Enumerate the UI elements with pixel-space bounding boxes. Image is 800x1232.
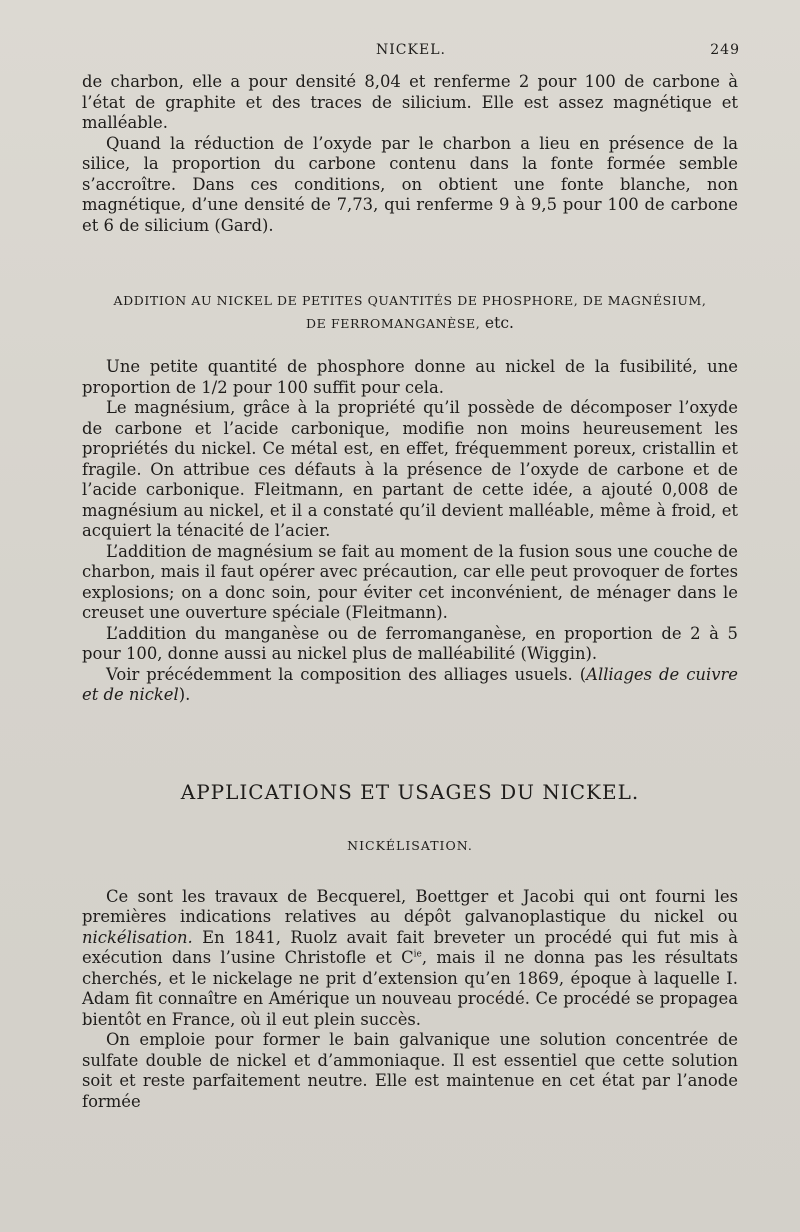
page-body: [82, 72, 738, 1112]
section-heading-line2: DE FERROMANGANÈSE, etc.: [306, 314, 514, 332]
paragraph-nickelisation: Ce sont les travaux de Becquerel, Boettger et Jacobi qui ont fourni les premières indications relatives au dépôt galvanoplastique du nickel ou nickélisation. En 1841, Ruolz avait fait breveter un procédé qui fut mis à exécution dans l’usine Christofle et $C^{ie}$, mais il ne donna pas les résultats cherchés, et le nickelage ne prit d’extension qu’en 1869, époque à laquelle I. Adam fit connaître en Amérique un nouveau procédé. Ce procédé se propagea bientôt en France, où il eut plein succès.: [82, 886, 739, 1029]
paragraph-magnesium: Le magnésium, grâce à la propriété qu’il possède de décomposer l’oxyde de carbone et l’acide carbonique, modifie non moins heureusement les propriétés du nickel. Ce métal est, en effet, fréquemment poreux, cristallin et fragile. On attribue ces défauts à la présence de l’oxyde de carbone et de l’acide carbonique. Fleitmann, en partant de cette idée, a ajouté 0,008 de magnésium au nickel, et il a constaté qu’il devient malléable, même à froid, et acquiert la ténacité de l’acier.: [82, 398, 738, 540]
paragraph-manganese: L’addition du manganèse ou de ferromanganèse, en proportion de 2 à 5 pour 100, donne aussi au nickel plus de malléabilité (Wiggin).: [82, 623, 738, 663]
paragraph-voir: Voir précédemment la composition des alliages usuels. (Alliages de cuivre et de nickel).: [82, 664, 739, 704]
paragraph-addition-magnesium: L’addition de magnésium se fait au moment de la fusion sous une couche de charbon, mais il faut opérer avec précaution, car elle peut provoquer de fortes explosions; on a donc soin, pour éviter cet inconvénient, de ménager dans le creuset une ouverture spéciale (Fleitmann).: [82, 541, 738, 622]
running-header: [82, 42, 740, 66]
chapter-title: APPLICATIONS ET USAGES DU NICKEL.: [180, 779, 640, 804]
running-title: NICKEL.: [376, 42, 446, 58]
paragraph-bain: On emploie pour former le bain galvanique une solution concentrée de sulfate double de nickel et d’ammoniaque. Il est essentiel que cette solution soit et reste parfaitement neutre. Elle est maintenue en cet état par l’anode formée: [82, 1030, 738, 1111]
paragraph-silice: Quand la réduction de l’oxyde par le charbon a lieu en présence de la silice, la proportion du carbone contenu dans la fonte formée semble s’accroître. Dans ces conditions, on obtient une fonte blanche, non magnétique, d’une densité de 7,73, qui renferme 9 à 9,5 pour 100 de carbone et 6 de silicium (Gard).: [82, 133, 738, 235]
section-heading-addition: [82, 290, 738, 335]
section-heading-line1: ADDITION AU NICKEL DE PETITES QUANTITÉS DE PHOSPHORE, DE MAGNÉSIUM,: [113, 293, 707, 308]
subsection-heading: NICKÉLISATION.: [347, 838, 473, 853]
italic-reference: Alliages de cuivre et de nickel: [82, 664, 739, 704]
paragraph-phosphore: Une petite quantité de phosphore donne au nickel de la fusibilité, une proportion de 1/2 pour 100 suffit pour cela.: [82, 357, 738, 397]
paragraph-intro: de charbon, elle a pour densité 8,04 et renferme 2 pour 100 de carbone à l’état de graphite et des traces de silicium. Elle est assez magnétique et malléable.: [82, 72, 738, 132]
page-number: 249: [710, 42, 740, 58]
